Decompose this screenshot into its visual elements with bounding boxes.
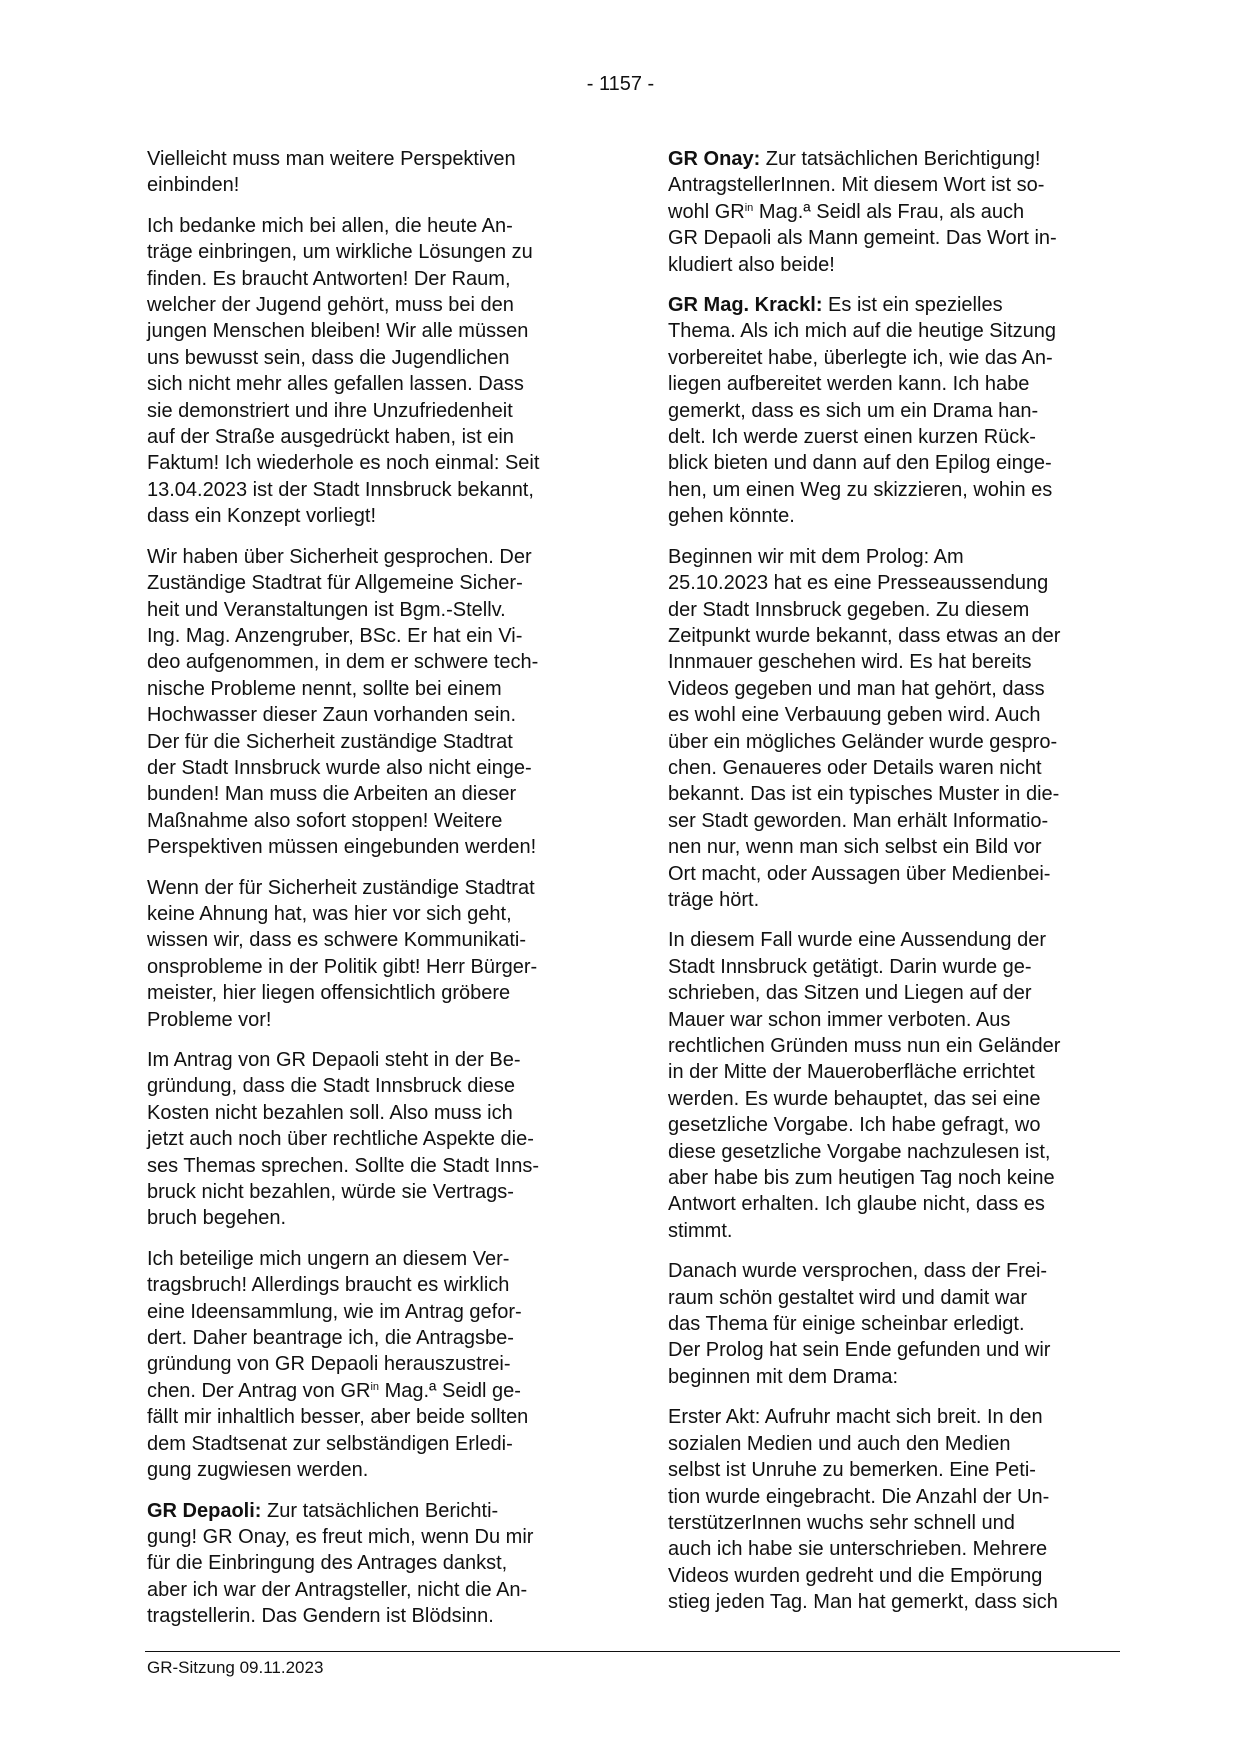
- paragraph: Erster Akt: Aufruhr macht sich breit. In den sozialen Medien und auch den Medien selbst ist Unruhe zu bemerken. Eine Peti- tion wurde eingebracht. Die Anzahl der Un- terstützerInnen wuchs sehr schnell und auch ich habe sie unterschrieben. Mehrere Videos wurden gedreht und die Empörung stieg jeden Tag. Man hat gemerkt, dass sich: [668, 1406, 1058, 1614]
- left-column: [147, 146, 595, 1644]
- paragraph: Danach wurde versprochen, dass der Frei- raum schön gestaltet wird und damit war das Thema für einige scheinbar erledigt. Der Prolog hat sein Ende gefunden und wir beginnen mit dem Drama:: [668, 1260, 1051, 1388]
- right-column: [668, 146, 1116, 1630]
- speech-text: Zur tatsächlichen Berichti- gung! GR Onay, es freut mich, wenn Du mir für die Einbringung des Antrages dankst, aber ich war der Antragsteller, nicht die An- tragstellerin. Das Gendern ist Blödsinn.: [147, 1499, 534, 1628]
- paragraph: In diesem Fall wurde eine Aussendung der Stadt Innsbruck getätigt. Darin wurde ge- schrieben, das Sitzen und Liegen auf der Mauer war schon immer verboten. Aus rechtlichen Gründen muss nun ein Geländer in der Mitte der Maueroberfläche errichtet werden. Es wurde behauptet, das sei eine gesetzliche Vorgabe. Ich habe gefragt, wo diese gesetzliche Vorgabe nachzulesen ist, aber habe bis zum heutigen Tag noch keine Antwort erhalten. Ich glaube nicht, dass es stimmt.: [668, 929, 1061, 1242]
- paragraph: [668, 146, 1116, 278]
- paragraph: [147, 1498, 595, 1630]
- paragraph: Vielleicht muss man weitere Perspektiven einbinden!: [147, 148, 516, 197]
- speaker-name: GR Depaoli:: [147, 1499, 262, 1522]
- paragraph: Wenn der für Sicherheit zuständige Stadtrat keine Ahnung hat, was hier vor sich geht, wissen wir, dass es schwere Kommunikati- onsprobleme in der Politik gibt! Herr Bürger- meister, hier liegen offensichtlich gröbere Probleme vor!: [147, 876, 538, 1031]
- speaker-name: GR Mag. Krackl:: [668, 294, 823, 317]
- text-run: Ich beteilige mich ungern an diesem Ver- tragsbruch! Allerdings braucht es wirklich eine Ideensammlung, wie im Antrag gefor- dert. Daher beantrage ich, die Antragsbe- gründung von GR Depaoli herauszustrei- chen. Der Antrag von GR: [147, 1247, 522, 1402]
- paragraph: Beginnen wir mit dem Prolog: Am 25.10.2023 hat es eine Presseaussendung der Stadt Innsbruck gegeben. Zu diesem Zeitpunkt wurde bekannt, dass etwas an der Innmauer geschehen wird. Es hat bereits Videos gegeben und man hat gehört, dass es wohl eine Verbauung geben wird. Auch über ein mögliches Geländer wurde gespro- chen. Genaueres oder Details waren nicht bekannt. Das ist ein typisches Muster in die- ser Stadt geworden. Man erhält Informatio- nen nur, wenn man sich selbst ein Bild vor Ort macht, oder Aussagen über Medienbei- träge hört.: [668, 545, 1061, 911]
- superscript: in: [744, 201, 754, 214]
- footer-text: GR-Sitzung 09.11.2023: [147, 1658, 324, 1677]
- speech-text: Es ist ein spezielles Thema. Als ich mich auf die heutige Sitzung vorbereitet habe, überlegte ich, wie das An- liegen aufbereitet werden kann. Ich habe gemerkt, dass es sich um ein Drama han- delt. Ich werde zuerst einen kurzen Rück- blick bieten und dann auf den Epilog einge- hen, um einen Weg zu skizzieren, wohin es gehen könnte.: [668, 294, 1056, 528]
- superscript: in: [370, 1380, 380, 1393]
- page-number: - 1157 -: [586, 73, 655, 95]
- text-run: Mag.ª Seidl ge- fällt mir inhaltlich besser, aber beide sollten dem Stadtsenat zur selbständigen Erledi- gung zugwiesen werden.: [147, 1379, 529, 1482]
- footer-rule: [145, 1651, 1120, 1652]
- speech-text: Zur tatsächlichen Berichtigung! AntragstellerInnen. Mit diesem Wort ist so- wohl GR: [668, 148, 1045, 223]
- paragraph: Ich bedanke mich bei allen, die heute An- träge einbringen, um wirkliche Lösungen zu finden. Es braucht Antworten! Der Raum, welcher der Jugend gehört, muss bei den jungen Menschen bleiben! Wir alle müssen uns bewusst sein, dass die Jugendlichen sich nicht mehr alles gefallen lassen. Dass sie demonstriert und ihre Unzufriedenheit auf der Straße ausgedrückt haben, ist ein Faktum! Ich wiederhole es noch einmal: Seit 13.04.2023 ist der Stadt Innsbruck bekannt, dass ein Konzept vorliegt!: [147, 214, 540, 528]
- paragraph: Im Antrag von GR Depaoli steht in der Be- gründung, dass die Stadt Innsbruck diese Kosten nicht bezahlen soll. Also muss ich jetzt auch noch über rechtliche Aspekte die- ses Themas sprechen. Sollte die Stadt Inns- bruck nicht bezahlen, würde sie Vertrags- bruch begehen.: [147, 1049, 540, 1230]
- paragraph: Wir haben über Sicherheit gesprochen. Der Zuständige Stadtrat für Allgemeine Sicher- heit und Veranstaltungen ist Bgm.-Stellv. Ing. Mag. Anzengruber, BSc. Er hat ein Vi- deo aufgenommen, in dem er schwere tech- nische Probleme nennt, sollte bei einem Hochwasser dieser Zaun vorhanden sein. Der für die Sicherheit zuständige Stadtrat der Stadt Innsbruck wurde also nicht einge- bunden! Man muss die Arbeiten an dieser Maßnahme also sofort stoppen! Weitere Perspektiven müssen eingebunden werden!: [147, 545, 539, 859]
- paragraph: [668, 292, 1116, 530]
- speaker-name: GR Onay:: [668, 148, 761, 170]
- speech-text: Mag.ª Seidl als Frau, als auch GR Depaoli als Mann gemeint. Das Wort in- kludiert also beide!: [668, 200, 1057, 276]
- paragraph: [147, 1246, 595, 1484]
